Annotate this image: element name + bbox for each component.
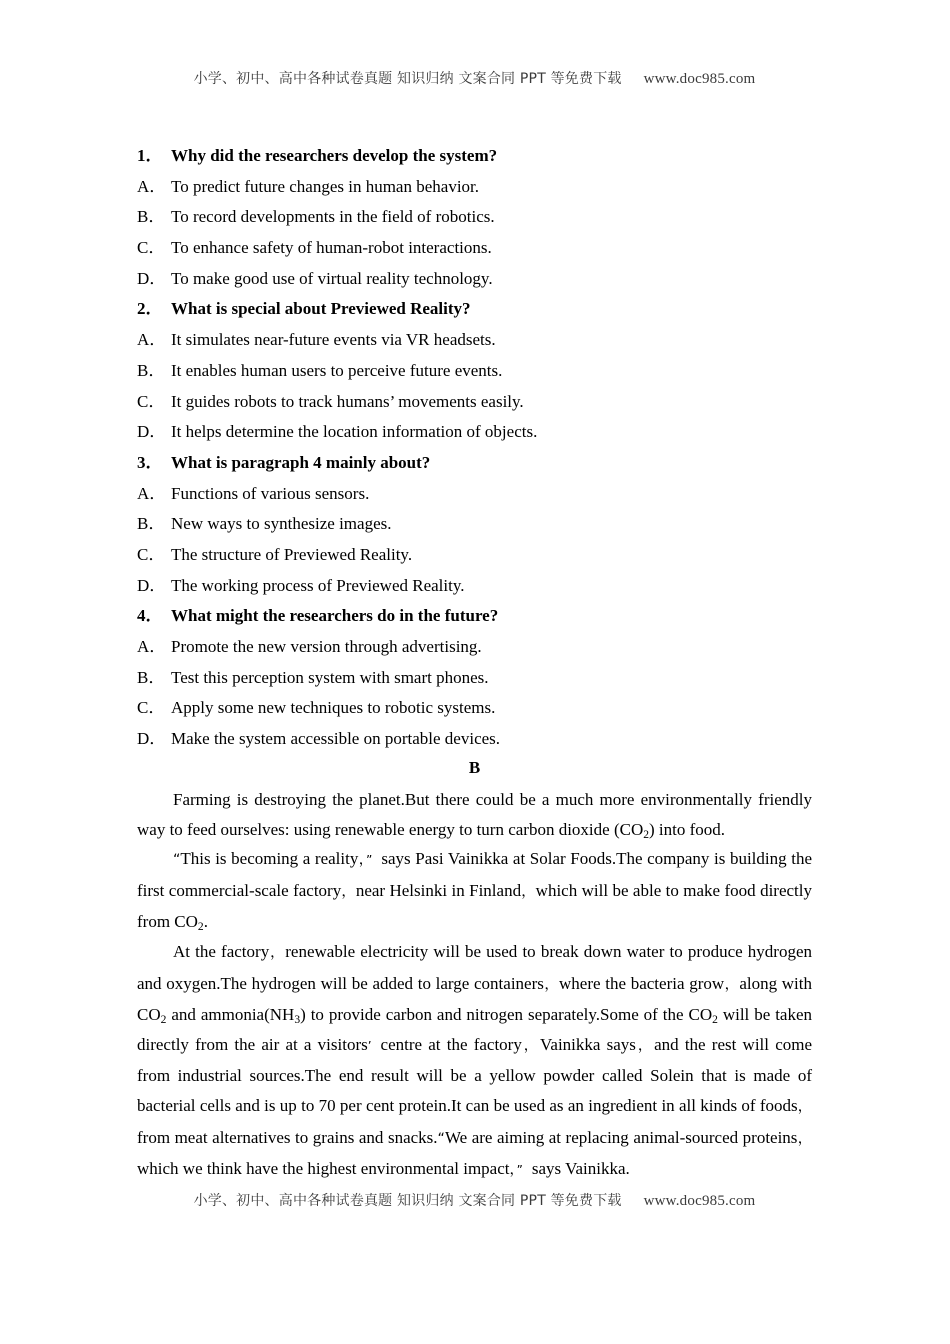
question-number: 1．: [137, 146, 163, 165]
option-marker: C．: [137, 238, 166, 258]
option-marker: B．: [137, 207, 166, 227]
question-option[interactable]: [137, 693, 812, 724]
option-text: To record developments in the field of robotics.: [171, 207, 495, 227]
option-text: It guides robots to track humans’ movements easily.: [171, 391, 524, 411]
option-text: To make good use of virtual reality technology.: [171, 268, 493, 288]
page-header-chinese-text: 小学、初中、高中各种试卷真题 知识归纳 文案合同 PPT 等免费下载: [193, 71, 622, 87]
option-text: Functions of various sensors.: [171, 483, 370, 503]
option-text: The working process of Previewed Reality.: [171, 575, 465, 595]
question-option[interactable]: [137, 387, 812, 418]
option-marker: A．: [137, 483, 167, 503]
option-marker: B．: [137, 360, 166, 380]
passage-paragraph: “This is becoming a reality，” says Pasi Vainikka at Solar Foods.The company is building the first commercial-scale factory，near Helsinki in Finland，which will be able to make food directly from $CO_2$.: [137, 849, 813, 934]
option-text: To predict future changes in human behavior.: [171, 176, 480, 196]
option-marker: A．: [137, 330, 167, 350]
option-marker: A．: [137, 637, 167, 656]
question-option[interactable]: [137, 417, 812, 448]
passage-section-letter: B: [468, 758, 481, 777]
option-marker: D．: [137, 729, 167, 749]
option-marker: D．: [137, 575, 167, 595]
reading-passage: [137, 785, 812, 1186]
option-text: To enhance safety of human-robot interactions.: [171, 238, 492, 258]
question-number: 3．: [137, 452, 163, 472]
question-option[interactable]: [137, 264, 812, 295]
option-text: Apply some new techniques to robotic systems.: [171, 698, 496, 718]
option-marker: D．: [137, 422, 167, 442]
option-marker: D．: [137, 268, 167, 288]
question-stem-text: What might the researchers do in the future?: [171, 606, 499, 626]
option-marker: C．: [137, 698, 166, 718]
question-number: 2．: [137, 299, 163, 319]
question-option[interactable]: [137, 325, 812, 356]
option-marker: C．: [137, 544, 166, 564]
question-stem-text: Why did the researchers develop the system?: [171, 146, 498, 165]
question-option[interactable]: [137, 356, 812, 387]
page-footer: [137, 1190, 812, 1212]
passage-paragraph: Farming is destroying the planet.But there could be a much more environmentally friendly way to feed ourselves: using renewable energy to turn carbon dioxide $(CO_2)$ into food.: [137, 790, 812, 841]
option-marker: B．: [137, 667, 166, 687]
option-text: New ways to synthesize images.: [171, 514, 392, 534]
page-header: [137, 68, 812, 90]
option-text: Promote the new version through advertising.: [171, 637, 482, 656]
question-stem: [137, 141, 812, 172]
option-text: It simulates near-future events via VR headsets.: [171, 330, 496, 350]
option-text: It helps determine the location information of objects.: [171, 422, 538, 442]
question-stem: [137, 294, 812, 325]
question-number: 4．: [137, 606, 163, 626]
option-text: It enables human users to perceive future events.: [171, 360, 503, 380]
question-option[interactable]: [137, 509, 812, 540]
question-option[interactable]: [137, 571, 812, 602]
question-stem-text: What is special about Previewed Reality?: [171, 299, 471, 319]
page-footer-chinese-text: 小学、初中、高中各种试卷真题 知识归纳 文案合同 PPT 等免费下载: [193, 1193, 622, 1209]
option-text: Test this perception system with smart phones.: [171, 667, 489, 687]
option-marker: C．: [137, 391, 166, 411]
question-option[interactable]: [137, 663, 812, 694]
page-header-url: www.doc985.com: [643, 71, 756, 87]
question-stem-text: What is paragraph 4 mainly about?: [171, 452, 431, 472]
option-marker: A．: [137, 176, 167, 196]
passage-paragraph: At the factory，renewable electricity will be used to break down water to produce hydrogen and oxygen.The hydrogen will be added to large containers，where the bacteria grow，along with $CO_2$ and $ammonia(NH_3)$ to provide carbon and nitrogen separately.Some of the $CO_2$ will be taken directly from the air at a visitors’ centre at the factory，Vainikka says，and the rest will come from industrial sources.The end result will be a yellow powder called Solein that is made of bacterial cells and is up to 70 per cent protein.It can be used as an ingredient in all kinds of foods，from meat alternatives to grains and snacks.“We are aiming at replacing animal-sourced proteins，which we think have the highest environmental impact，” says Vainikka.: [137, 941, 813, 1179]
question-option[interactable]: [137, 724, 812, 755]
option-text: Make the system accessible on portable devices.: [171, 729, 501, 749]
question-stem: [137, 448, 812, 479]
question-option[interactable]: [137, 172, 812, 203]
option-text: The structure of Previewed Reality.: [171, 544, 413, 564]
page-footer-url: www.doc985.com: [643, 1193, 756, 1209]
option-marker: B．: [137, 514, 166, 534]
question-option[interactable]: [137, 632, 812, 663]
question-option[interactable]: [137, 202, 812, 233]
question-option[interactable]: [137, 540, 812, 571]
question-stem: [137, 601, 812, 632]
question-list: [137, 141, 812, 755]
question-option[interactable]: [137, 233, 812, 264]
question-option[interactable]: [137, 479, 812, 510]
